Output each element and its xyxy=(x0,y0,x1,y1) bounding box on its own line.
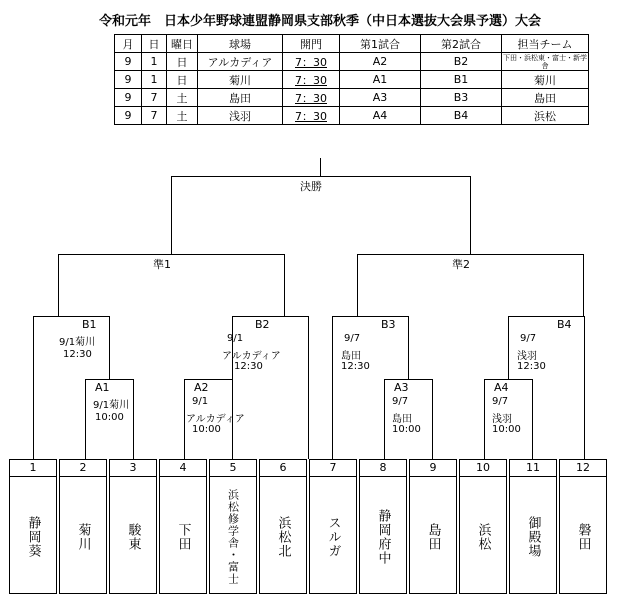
cell-month: 9 xyxy=(115,89,142,107)
team-seed-number: 8 xyxy=(360,460,406,477)
bracket-line-b4-right xyxy=(584,316,585,459)
cell-open: 7：30 xyxy=(283,53,340,71)
cell-game2: B1 xyxy=(421,71,502,89)
column-header-field: 球場 xyxy=(198,35,283,53)
bracket-line-b2-bar xyxy=(232,316,308,317)
b2-venue: アルカディア xyxy=(222,351,281,362)
cell-field: 浅羽 xyxy=(198,107,283,125)
a4-code: A4 xyxy=(494,381,509,394)
bracket-line-b3-left xyxy=(332,316,333,459)
bracket-line-b4-bar xyxy=(508,316,584,317)
cell-field: 菊川 xyxy=(198,71,283,89)
team-seed-number: 7 xyxy=(310,460,356,477)
cell-open: 7：30 xyxy=(283,71,340,89)
team-name: 島田 xyxy=(425,522,441,551)
a4-date: 9/7 xyxy=(492,396,509,407)
team-seed-number: 12 xyxy=(560,460,606,477)
cell-open: 7：30 xyxy=(283,89,340,107)
column-header-game1: 第1試合 xyxy=(340,35,421,53)
cell-team: 菊川 xyxy=(502,71,589,89)
team-name: 静岡府中 xyxy=(375,508,391,565)
bracket-line-a1-right xyxy=(133,379,134,459)
b4-venue: 浅羽 xyxy=(517,351,537,362)
column-header-game2: 第2試合 xyxy=(421,35,502,53)
cell-game2: B4 xyxy=(421,107,502,125)
table-row xyxy=(115,71,589,89)
bracket-line-b4-left xyxy=(508,316,509,379)
bracket-line-b4-stem xyxy=(583,254,584,316)
cell-field: 島田 xyxy=(198,89,283,107)
b2-date: 9/1 xyxy=(227,333,244,344)
bracket-line-a1-left xyxy=(85,379,86,459)
team-seed-number: 11 xyxy=(510,460,556,477)
team-slot-3[interactable] xyxy=(109,459,157,594)
a2-venue: アルカディア xyxy=(186,414,245,425)
bracket-line-semi2-stem xyxy=(470,176,471,254)
bracket-line-b1-left xyxy=(33,316,34,459)
team-seed-number: 9 xyxy=(410,460,456,477)
team-name: 御殿場 xyxy=(525,515,541,558)
cell-game2: B2 xyxy=(421,53,502,71)
bracket-line-a3-left xyxy=(384,379,385,459)
team-slot-2[interactable] xyxy=(59,459,107,594)
cell-month: 9 xyxy=(115,53,142,71)
cell-team xyxy=(502,53,589,71)
cell-team-label: 下田・浜松東・富士・新学舎 xyxy=(503,53,587,70)
cell-month: 9 xyxy=(115,71,142,89)
team-name: 下田 xyxy=(175,522,191,551)
cell-team: 浜松 xyxy=(502,107,589,125)
bracket-line-a2-bar xyxy=(184,379,232,380)
cell-month: 9 xyxy=(115,107,142,125)
bracket-line-a3-bar xyxy=(384,379,432,380)
b3-date: 9/7 xyxy=(344,333,361,344)
b1-code: B1 xyxy=(82,318,97,331)
bracket-line-semi1-stem xyxy=(171,176,172,254)
b1-time: 12:30 xyxy=(63,349,92,360)
bracket-line-final-bar xyxy=(171,176,470,177)
b2-time: 12:30 xyxy=(234,361,263,372)
team-slot-4[interactable] xyxy=(159,459,207,594)
bracket-line-b2-stem xyxy=(284,254,285,316)
column-header-dow: 曜日 xyxy=(167,35,198,53)
bracket-line-b3-bar xyxy=(332,316,408,317)
team-name: 磐田 xyxy=(575,522,591,551)
team-name: 浜松修学舎・富士 xyxy=(226,488,240,585)
a2-code: A2 xyxy=(194,381,209,394)
cell-game1: A2 xyxy=(340,53,421,71)
team-slot-6[interactable] xyxy=(259,459,307,594)
bracket-line-b1-stem xyxy=(58,254,59,316)
cell-day: 1 xyxy=(142,71,167,89)
a3-code: A3 xyxy=(394,381,409,394)
bracket-line-semi2-bar xyxy=(357,254,583,255)
cell-day: 7 xyxy=(142,107,167,125)
b3-time: 12:30 xyxy=(341,361,370,372)
b4-code: B4 xyxy=(557,318,572,331)
team-slot-10[interactable] xyxy=(459,459,507,594)
team-name: 浜松北 xyxy=(275,515,291,558)
team-seed-number: 5 xyxy=(210,460,256,477)
cell-team: 島田 xyxy=(502,89,589,107)
team-slot-8[interactable] xyxy=(359,459,407,594)
team-seed-number: 6 xyxy=(260,460,306,477)
bracket-line-final-stem xyxy=(320,158,321,176)
page-title: 令和元年 日本少年野球連盟静岡県支部秋季（中日本選抜大会県予選）大会 xyxy=(98,14,541,29)
a1-time: 10:00 xyxy=(95,412,124,423)
a2-time: 10:00 xyxy=(192,424,221,435)
bracket-line-semi1-bar xyxy=(58,254,284,255)
schedule-table xyxy=(114,34,589,125)
a3-time: 10:00 xyxy=(392,424,421,435)
b3-code: B3 xyxy=(381,318,396,331)
team-name: スルガ xyxy=(325,515,341,558)
semi1-label: 準1 xyxy=(153,258,171,271)
cell-dow: 日 xyxy=(167,71,198,89)
team-name: 静岡葵 xyxy=(25,515,41,558)
cell-game1: A1 xyxy=(340,71,421,89)
bracket-line-b1-right xyxy=(109,316,110,379)
a3-venue: 島田 xyxy=(392,414,412,425)
cell-field: アルカディア xyxy=(198,53,283,71)
b1-date: 9/1菊川 xyxy=(59,337,96,348)
bracket-line-a3-right xyxy=(432,379,433,459)
semi2-label: 準2 xyxy=(452,258,470,271)
team-slot-9[interactable] xyxy=(409,459,457,594)
bracket-line-a4-left xyxy=(484,379,485,459)
cell-game1: A4 xyxy=(340,107,421,125)
cell-open: 7：30 xyxy=(283,107,340,125)
table-header-row xyxy=(115,35,589,53)
b4-time: 12:30 xyxy=(517,361,546,372)
cell-dow: 土 xyxy=(167,89,198,107)
cell-dow: 土 xyxy=(167,107,198,125)
column-header-open: 開門 xyxy=(283,35,340,53)
team-seed-number: 2 xyxy=(60,460,106,477)
b3-venue: 島田 xyxy=(341,351,361,362)
team-name: 浜松 xyxy=(475,522,491,551)
a1-date: 9/1菊川 xyxy=(93,400,130,411)
a1-code: A1 xyxy=(95,381,110,394)
team-seed-number: 3 xyxy=(110,460,156,477)
b4-date: 9/7 xyxy=(520,333,537,344)
a4-venue: 浅羽 xyxy=(492,414,512,425)
team-slot-7[interactable] xyxy=(309,459,357,594)
team-seed-number: 1 xyxy=(10,460,56,477)
tournament-bracket xyxy=(0,150,640,601)
cell-day: 1 xyxy=(142,53,167,71)
bracket-line-a4-bar xyxy=(484,379,532,380)
cell-game1: A3 xyxy=(340,89,421,107)
cell-dow: 日 xyxy=(167,53,198,71)
team-seed-number: 4 xyxy=(160,460,206,477)
cell-day: 7 xyxy=(142,89,167,107)
bracket-line-b3-right xyxy=(408,316,409,379)
table-row xyxy=(115,107,589,125)
column-header-team: 担当チーム xyxy=(502,35,589,53)
team-name: 駿東 xyxy=(125,522,141,551)
column-header-day: 日 xyxy=(142,35,167,53)
table-row xyxy=(115,53,589,71)
team-slot-11[interactable] xyxy=(509,459,557,594)
column-header-month: 月 xyxy=(115,35,142,53)
team-slot-5[interactable] xyxy=(209,459,257,594)
bracket-line-a4-right xyxy=(532,379,533,459)
final-label: 決勝 xyxy=(300,180,322,193)
bracket-line-b1-bar xyxy=(33,316,109,317)
a4-time: 10:00 xyxy=(492,424,521,435)
team-slot-1[interactable] xyxy=(9,459,57,594)
team-seed-number: 10 xyxy=(460,460,506,477)
bracket-line-a1-bar xyxy=(85,379,133,380)
table-row xyxy=(115,89,589,107)
team-slot-12[interactable] xyxy=(559,459,607,594)
bracket-line-b2-right xyxy=(308,316,309,459)
team-name: 菊川 xyxy=(75,522,91,551)
b2-code: B2 xyxy=(255,318,270,331)
a2-date: 9/1 xyxy=(192,396,209,407)
cell-game2: B3 xyxy=(421,89,502,107)
bracket-line-b3-stem xyxy=(357,254,358,316)
bracket-line-a2-left xyxy=(184,379,185,459)
a3-date: 9/7 xyxy=(392,396,409,407)
